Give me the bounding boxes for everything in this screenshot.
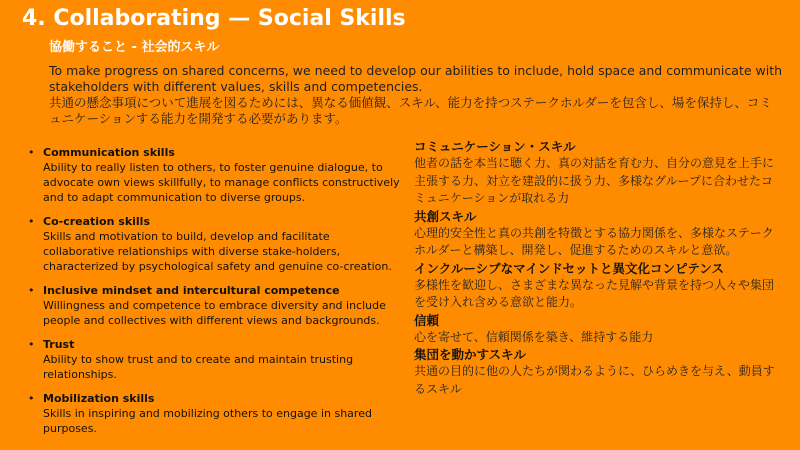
slide-subtitle: 協働すること - 社会的スキル <box>49 40 220 55</box>
intro-japanese: 共通の懸念事項について進展を図るためには、異なる価値観、スキル、能力を持つステークホルダーを包含し、場を保持し、コミュニケーションする能力を開発する必要があります。 <box>49 95 772 126</box>
skills-list-english <box>26 145 400 445</box>
list-item <box>414 260 782 312</box>
list-item <box>26 391 400 436</box>
skill-description: Ability to really listen to others, to foster genuine dialogue, to advocate own views skillfully, to manage conflicts constructively and to adapt communication to diverse groups. <box>43 161 400 204</box>
slide-title: 4. Collaborating — Social Skills <box>22 6 406 31</box>
list-item <box>414 208 782 260</box>
skill-title: Trust <box>43 338 75 351</box>
skill-title: Inclusive mindset and intercultural competence <box>43 284 340 297</box>
skill-description-jp: 他者の話を本当に聴く力、真の対話を育む力、自分の意見を上手に主張する力、対立を建設的に扱う力、多様なグループに合わせたコミュニケーションが取れる力 <box>414 156 775 205</box>
skill-title: Co-creation skills <box>43 215 150 228</box>
intro-text <box>49 63 784 127</box>
skill-description: Skills and motivation to build, develop and facilitate collaborative relationships with diverse stake-holders, characterized by psychological safety and genuine co-creation. <box>43 230 392 273</box>
intro-english: To make progress on shared concerns, we need to develop our abilities to include, hold space and communicate with stakeholders with different values, skills and competencies. <box>49 63 783 94</box>
list-item <box>414 312 782 347</box>
skill-description-jp: 共通の目的に他の人たちが関わるように、ひらめきを与え、動員するスキル <box>414 364 775 396</box>
list-item <box>26 337 400 382</box>
bullet-icon: • <box>28 215 35 228</box>
list-item <box>26 145 400 205</box>
skill-title-jp: 共創スキル <box>414 208 477 224</box>
skill-title-jp: インクルーシブなマインドセットと異文化コンピテンス <box>414 260 725 276</box>
bullet-icon: • <box>28 338 35 351</box>
skill-title: Communication skills <box>43 146 175 159</box>
skill-description: Ability to show trust and to create and maintain trusting relationships. <box>43 353 354 381</box>
bullet-icon: • <box>28 284 35 297</box>
bullet-icon: • <box>28 146 35 159</box>
list-item <box>26 214 400 274</box>
skill-description-jp: 多様性を歓迎し、さまざまな異なった見解や背景を持つ人々や集団を受け入れ含める意欲と能力。 <box>414 277 775 309</box>
list-item <box>26 283 400 328</box>
skill-title-jp: 信頼 <box>414 312 440 328</box>
skill-description: Willingness and competence to embrace diversity and include people and collectives with different views and backgrounds. <box>43 299 386 327</box>
skill-title-jp: 集団を動かすスキル <box>414 347 526 362</box>
skill-description-jp: 心を寄せて、信頼関係を築き、維持する能力 <box>414 329 654 344</box>
bullet-icon: • <box>28 392 35 405</box>
list-item <box>414 346 782 398</box>
skill-title-jp: コミュニケーション・スキル <box>414 139 576 154</box>
list-item <box>414 138 782 208</box>
skill-description-jp: 心理的安全性と真の共創を特徴とする協力関係を、多様なステークホルダーと構築し、開発し、促進するためのスキルと意欲。 <box>414 225 774 257</box>
skills-list-japanese <box>414 138 782 398</box>
skill-description: Skills in inspiring and mobilizing others to engage in shared purposes. <box>43 407 372 435</box>
skill-title: Mobilization skills <box>43 392 155 405</box>
